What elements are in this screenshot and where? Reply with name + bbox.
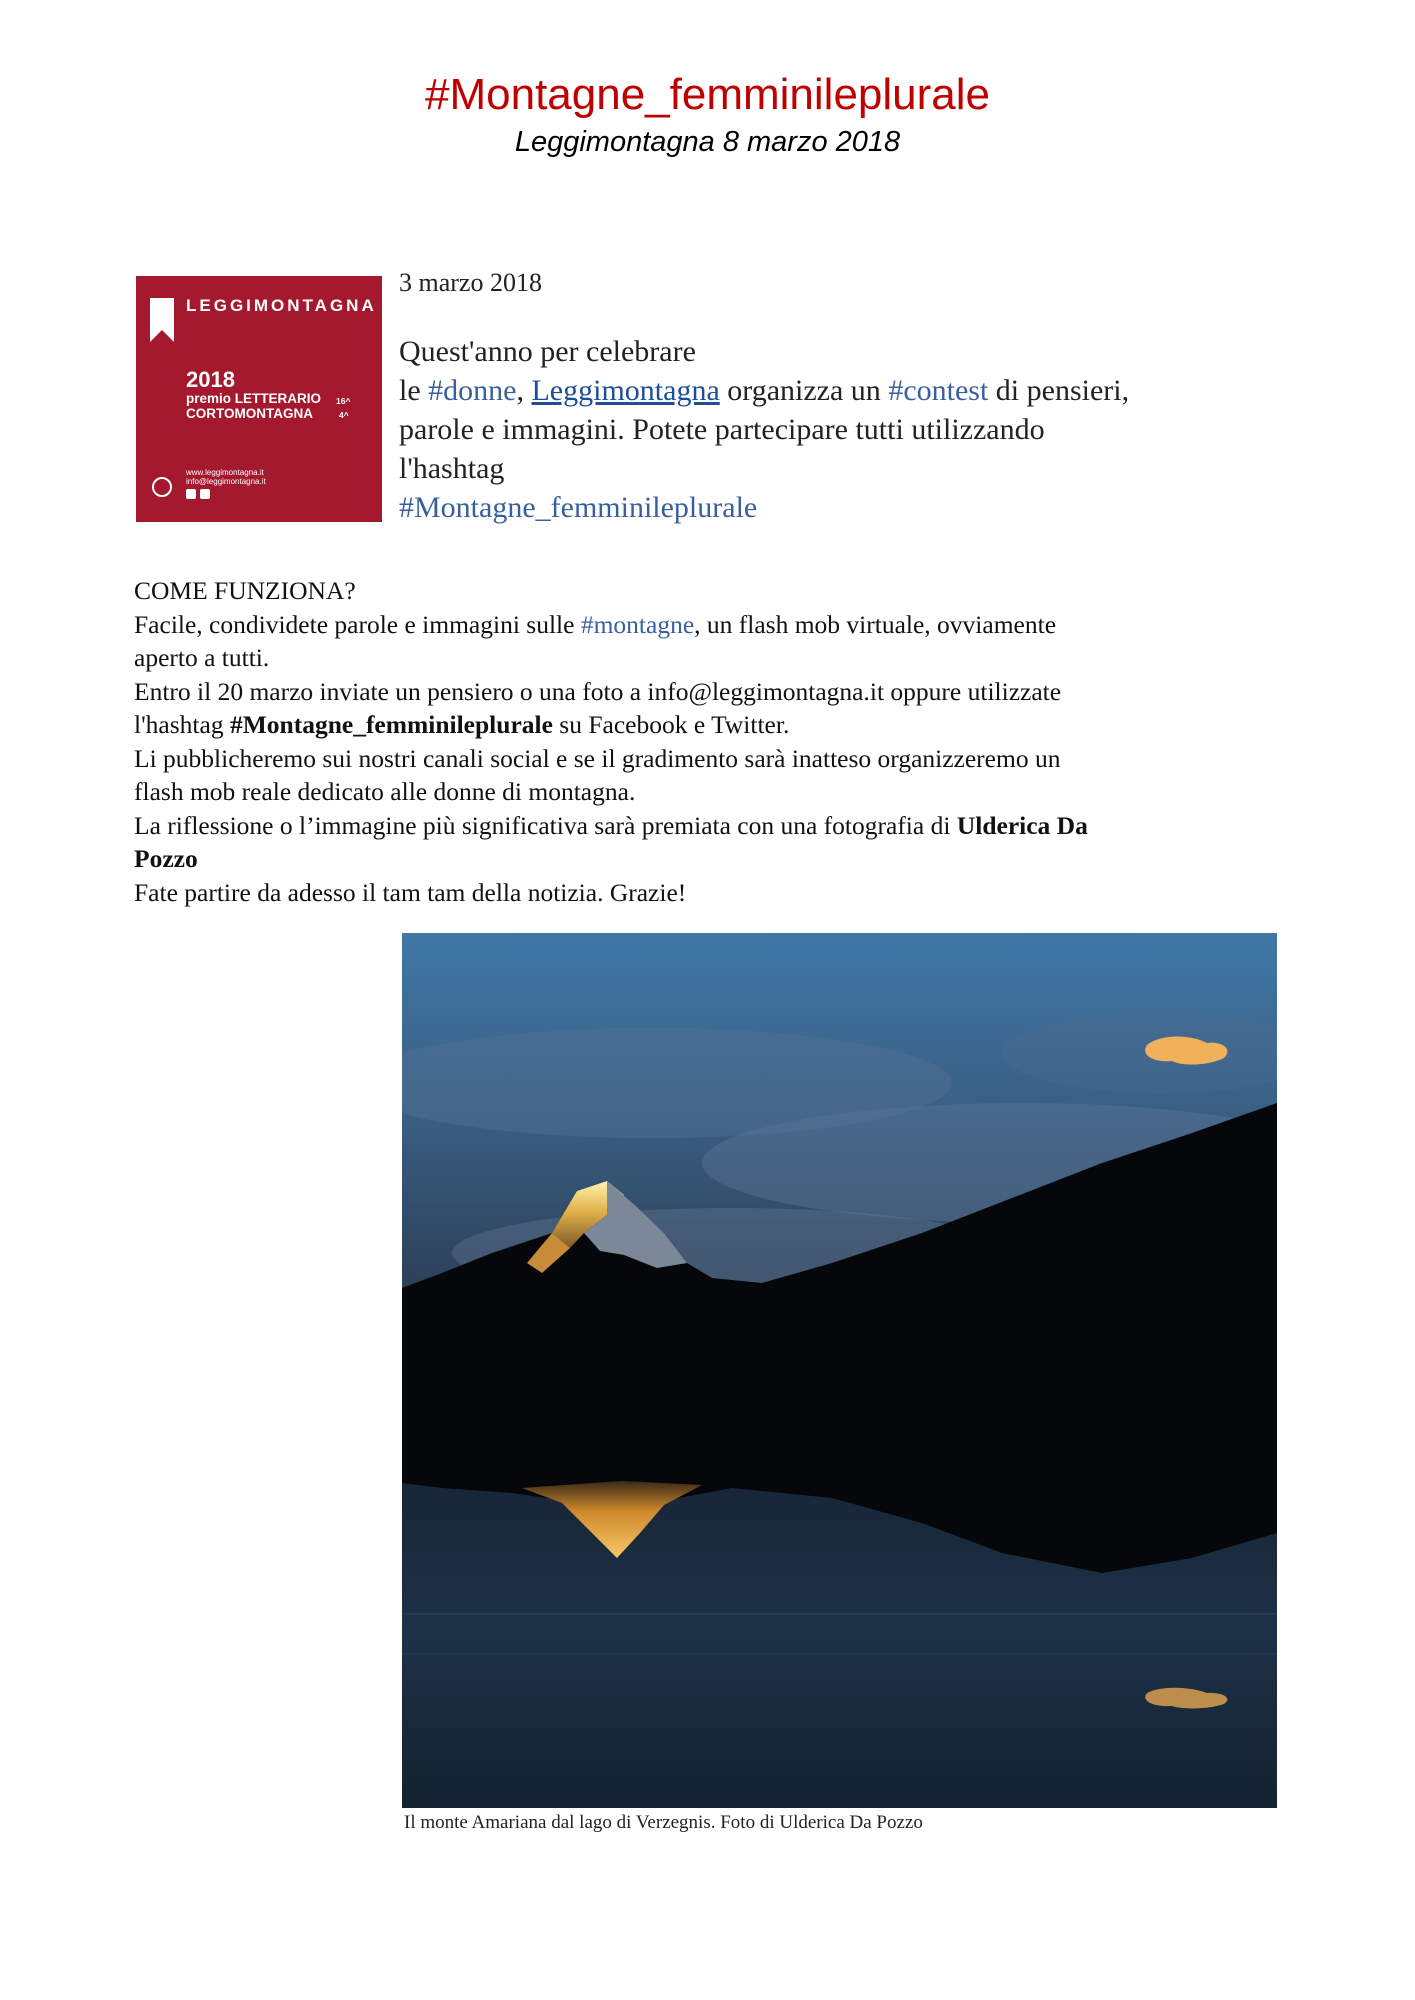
logo-edition-letterario: 16^	[336, 396, 351, 406]
how-heading: COME FUNZIONA?	[134, 576, 356, 605]
bookmark-icon	[150, 298, 174, 342]
how-line	[134, 708, 1284, 742]
how-text-segment: su Facebook e Twitter.	[552, 710, 790, 739]
how-text-segment: Facile, condividete parole e immagini sulle	[134, 609, 581, 639]
mention-leggimontagna[interactable]: Leggimontagna	[531, 374, 720, 407]
page-title: #Montagne_femminileplurale	[425, 70, 990, 119]
post-line: Quest'anno per celebrare	[399, 335, 696, 368]
logo-line-letterario: premio LETTERARIO	[186, 391, 322, 406]
how-line: Fate partire da adesso il tam tam della notizia. Grazie!	[134, 877, 687, 907]
logo-website: www.leggimontagna.it	[186, 468, 264, 477]
hashtag-montagne-femminileplurale[interactable]: #Montagne_femminileplurale	[399, 491, 758, 524]
how-line	[134, 842, 1284, 876]
logo-line-cortomontagna: CORTOMONTAGNA	[186, 406, 313, 421]
how-it-works	[134, 574, 1284, 909]
photographer-surname: Pozzo	[134, 844, 198, 873]
how-line	[134, 809, 1284, 843]
post-text-segment: di pensieri,	[988, 374, 1130, 407]
how-line: flash mob reale dedicato alle donne di montagna.	[134, 777, 636, 806]
photo-caption: Il monte Amariana dal lago di Verzegnis. Foto di Ulderica Da Pozzo	[404, 1812, 923, 1833]
mountain-reflection-illustration	[402, 933, 1277, 1808]
logo-edition-cortomontagna: 4^	[339, 410, 349, 420]
how-line	[134, 608, 1284, 642]
twitter-icon	[200, 489, 210, 499]
hashtag-donne[interactable]: #donne	[428, 374, 517, 407]
logo-email: info@leggimontagna.it	[186, 477, 266, 486]
post-line	[399, 371, 1299, 410]
post-text-segment: organizza un	[719, 374, 889, 407]
photographer-name: Ulderica Da	[956, 810, 1088, 840]
leggimontagna-logo	[136, 276, 382, 522]
how-text-segment: , un flash mob virtuale, ovviamente	[694, 609, 1057, 639]
post-text-segment: le	[399, 374, 429, 407]
logo-brand: LEGGIMONTAGNA	[186, 296, 377, 315]
hashtag-contest[interactable]: #contest	[888, 374, 989, 407]
post-text	[399, 332, 1299, 527]
post-line: l'hashtag	[399, 452, 505, 485]
post-line: parole e immagini. Potete partecipare tutti utilizzando	[399, 413, 1045, 446]
how-line: Entro il 20 marzo inviate un pensiero o una foto a info@leggimontagna.it oppure utilizzate	[134, 676, 1062, 706]
hashtag-montagne[interactable]: #montagne	[580, 609, 695, 639]
how-hashtag-bold: #Montagne_femminileplurale	[229, 710, 553, 739]
logo-year: 2018	[186, 367, 235, 392]
how-line: aperto a tutti.	[134, 643, 270, 672]
facebook-icon	[186, 489, 196, 499]
mountain-lake-photo	[402, 933, 1277, 1808]
how-text-segment: La riflessione o l’immagine più significativa sarà premiata con una fotografia di	[134, 810, 957, 840]
post-date: 3 marzo 2018	[399, 268, 542, 297]
post-text-segment: ,	[516, 374, 532, 407]
page-subtitle: Leggimontagna 8 marzo 2018	[514, 126, 901, 158]
badge-icon	[152, 477, 172, 497]
how-text-segment: l'hashtag	[134, 710, 230, 739]
how-line: Li pubblicheremo sui nostri canali social e se il gradimento sarà inatteso organizzeremo un	[134, 743, 1061, 773]
